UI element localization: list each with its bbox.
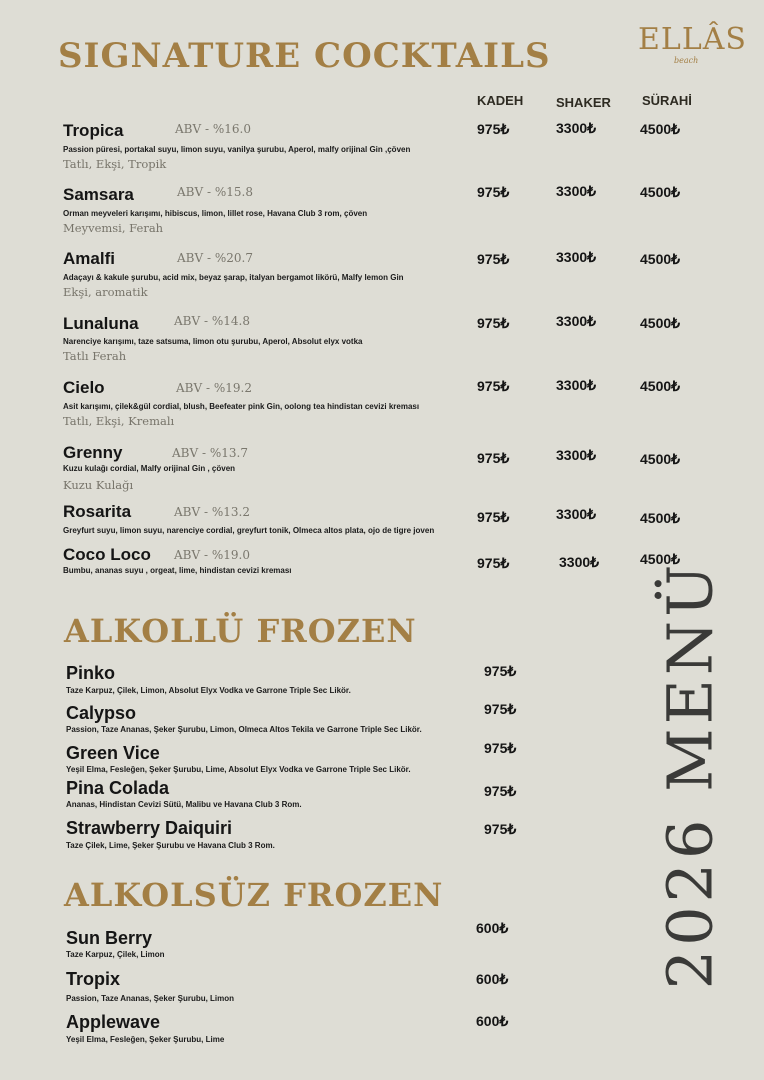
price-surahi: 4500₺	[640, 451, 681, 467]
item-name: Tropix	[66, 969, 121, 989]
price-kadeh: 975₺	[477, 251, 510, 267]
price-shaker: 3300₺	[556, 313, 597, 329]
item-description: Passion, Taze Ananas, Şeker Şurubu, Limon	[66, 994, 235, 1003]
signature-cocktails-title: SIGNATURE COCKTAILS	[58, 36, 551, 76]
item-description: Adaçayı & kakule şurubu, acid mix, beyaz şarap, italyan bergamot likörü, Malfy lemon Gin	[63, 273, 404, 282]
col-shaker: SHAKER	[556, 95, 611, 110]
item-name: Pina Colada	[66, 778, 170, 798]
item-name: Pinko	[66, 663, 116, 683]
logo-wordmark: ELLÂS	[638, 22, 747, 57]
price-surahi: 4500₺	[640, 251, 681, 267]
item-abv: ABV - %15.8	[177, 185, 253, 199]
price-shaker: 3300₺	[559, 554, 600, 570]
item-taste: Tatlı Ferah	[63, 349, 127, 363]
price-surahi: 4500₺	[640, 510, 681, 526]
item-price: 975₺	[484, 663, 517, 679]
price-shaker: 3300₺	[556, 377, 597, 393]
price-kadeh: 975₺	[477, 121, 510, 137]
item-abv: ABV - %19.2	[176, 381, 252, 395]
item-name: Samsara	[63, 185, 134, 204]
price-kadeh: 975₺	[477, 450, 510, 466]
price-kadeh: 975₺	[477, 378, 510, 394]
price-surahi: 4500₺	[640, 315, 681, 331]
item-taste: Ekşi, aromatik	[63, 285, 148, 299]
item-name: Applewave	[66, 1012, 161, 1032]
item-description: Taze Karpuz, Çilek, Limon, Absolut Elyx Vodka ve Garrone Triple Sec Likör.	[66, 686, 351, 695]
item-name: Coco Loco	[63, 545, 151, 564]
item-description: Yeşil Elma, Fesleğen, Şeker Şurubu, Lime	[66, 1035, 225, 1044]
item-abv: ABV - %16.0	[175, 122, 251, 136]
item-description: Taze Karpuz, Çilek, Limon	[66, 950, 165, 959]
item-description: Narenciye karışımı, taze satsuma, limon otu şurubu, Aperol, Absolut elyx votka	[63, 337, 363, 346]
price-surahi: 4500₺	[640, 378, 681, 394]
col-surahi: SÜRAHİ	[642, 93, 692, 108]
item-name: Sun Berry	[66, 928, 153, 948]
item-taste: Tatlı, Ekşi, Tropik	[63, 157, 167, 171]
item-description: Orman meyveleri karışımı, hibiscus, limon, lillet rose, Havana Club 3 rom, çöven	[63, 209, 368, 218]
year-menu-vertical-text: 2026 MENÜ	[653, 560, 727, 990]
price-shaker: 3300₺	[556, 506, 597, 522]
item-name: Tropica	[63, 121, 124, 140]
item-description: Kuzu kulağı cordial, Malfy orijinal Gin , çöven	[63, 464, 236, 473]
item-price: 975₺	[484, 740, 517, 756]
ellas-beach-logo	[636, 20, 747, 72]
item-description: Passion püresi, portakal suyu, limon suyu, vanilya şurubu, Aperol, malfy orijinal Gin ,çöven	[63, 145, 411, 154]
item-description: Ananas, Hindistan Cevizi Sütü, Malibu ve Havana Club 3 Rom.	[66, 800, 302, 809]
item-name: Green Vice	[66, 743, 160, 763]
price-kadeh: 975₺	[477, 184, 510, 200]
item-description: Taze Çilek, Lime, Şeker Şurubu ve Havana Club 3 Rom.	[66, 841, 275, 850]
item-abv: ABV - %14.8	[174, 314, 250, 328]
item-description: Bumbu, ananas suyu , orgeat, lime, hindistan cevizi kreması	[63, 566, 292, 575]
price-surahi: 4500₺	[640, 551, 681, 567]
item-abv: ABV - %20.7	[177, 251, 253, 265]
price-surahi: 4500₺	[640, 121, 681, 137]
item-description: Greyfurt suyu, limon suyu, narenciye cordial, greyfurt tonik, Olmeca altos plata, ojo de tigre joven	[63, 526, 435, 535]
price-kadeh: 975₺	[477, 509, 510, 525]
item-price: 600₺	[476, 920, 509, 936]
price-shaker: 3300₺	[556, 249, 597, 265]
item-name: Rosarita	[63, 502, 132, 521]
item-abv: ABV - %13.7	[172, 446, 248, 460]
item-description: Yeşil Elma, Fesleğen, Şeker Şurubu, Lime, Absolut Elyx Vodka ve Garrone Triple Sec Likör.	[66, 765, 411, 774]
item-price: 975₺	[484, 701, 517, 717]
item-name: Grenny	[63, 443, 123, 462]
price-kadeh: 975₺	[477, 315, 510, 331]
alkollu-frozen-title: ALKOLLÜ FROZEN	[64, 612, 417, 650]
price-surahi: 4500₺	[640, 184, 681, 200]
price-kadeh: 975₺	[477, 555, 510, 571]
item-price: 600₺	[476, 971, 509, 987]
item-abv: ABV - %13.2	[174, 505, 250, 519]
item-name: Cielo	[63, 378, 105, 397]
item-name: Strawberry Daiquiri	[66, 818, 233, 838]
logo-subtitle: beach	[674, 56, 699, 65]
item-taste: Kuzu Kulağı	[63, 478, 134, 492]
item-name: Lunaluna	[63, 314, 139, 333]
item-price: 975₺	[484, 821, 517, 837]
item-name: Amalfi	[63, 249, 115, 268]
price-shaker: 3300₺	[556, 120, 597, 136]
price-shaker: 3300₺	[556, 183, 597, 199]
item-price: 600₺	[476, 1013, 509, 1029]
item-abv: ABV - %19.0	[174, 548, 250, 562]
item-price: 975₺	[484, 783, 517, 799]
item-taste: Tatlı, Ekşi, Kremalı	[63, 414, 175, 428]
alkolsuz-frozen-title: ALKOLSÜZ FROZEN	[64, 876, 444, 914]
price-shaker: 3300₺	[556, 447, 597, 463]
col-kadeh: KADEH	[477, 93, 524, 108]
item-name: Calypso	[66, 703, 137, 723]
item-description: Passion, Taze Ananas, Şeker Şurubu, Limon, Olmeca Altos Tekila ve Garrone Triple Sec Likör.	[66, 725, 422, 734]
item-description: Asit karışımı, çilek&gül cordial, blush, Beefeater pink Gin, oolong tea hindistan cevizi kreması	[63, 402, 420, 411]
item-taste: Meyvemsi, Ferah	[63, 221, 164, 235]
